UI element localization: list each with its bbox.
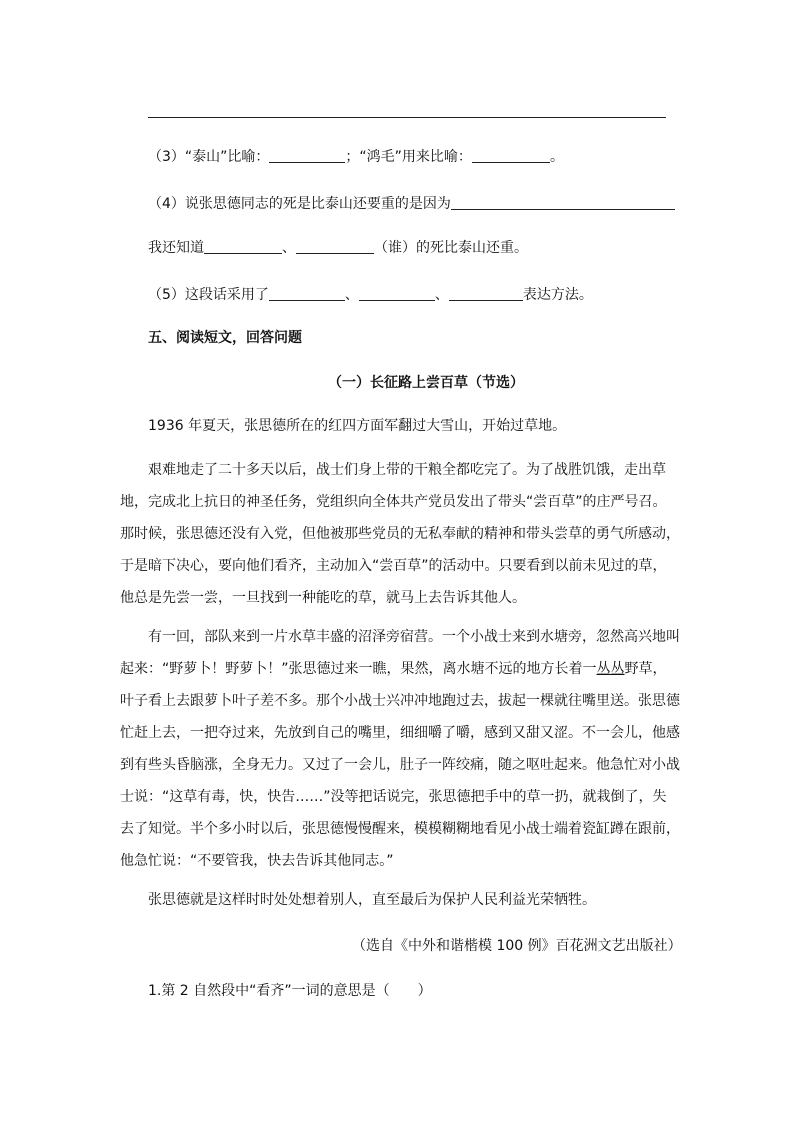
paragraph-2-text: 艰难地走了二十多天以后，战士们身上带的干粮全都吃完了。为了战胜饥饿，走出草地，完成北上抗日的神圣任务，党组织向全体共产党员发出了带头“尝百草”的庄严号召。那时候，张思德还没有入党，但他被那些党员的无私奉献的精神和带头尝草的勇气所感动，于是暗下决心，要向他们看齐，主动加入“尝百草”的活动中。只要看到以前未见过的草，他总是先尝一尝，一旦找到一种能吃的草，就马上去告诉其他人。	[120, 462, 680, 606]
q5-blank-1[interactable]	[269, 286, 345, 301]
passage-paragraph-4: 张思德就是这样时时处处想着别人，直至最后为保护人民利益光荣牺牲。	[148, 892, 596, 908]
paragraph-3-part-a: 有一回，部队来到一片水草丰盛的沼泽旁宿营。一个小战士来到水塘旁，忽然高兴地叫起来：“野萝卜！野萝卜！”张思德过来一瞧，果然，离水塘不远的地方长着一	[120, 629, 680, 677]
question-1: 1.第 2 自然段中“看齐”一词的意思是（ ）	[148, 983, 432, 999]
paragraph-3-part-b: 野草，叶子看上去跟萝卜叶子差不多。那个小战士兴冲冲地跑过去，拔起一棵就往嘴里送。张思德忙赶上去，一把夺过来，先放到自己的嘴里，细细嚼了嚼，感到又甜又涩。不一会儿，他感到有些头昏脑涨，全身无力。又过了一会儿，肚子一阵绞痛，随之呕吐起来。他急忙对小战士说：“这草有毒，快，快告……”没等把话说完，张思德把手中的草一扔，就栽倒了，失去了知觉。半个多小时以后，张思德慢慢醒来，模模糊糊地看见小战士端着瓷缸蹲在跟前，他急忙说：“不要管我，快去告诉其他同志。”	[120, 661, 680, 869]
q5-text-a: （5）这段话采用了	[148, 287, 269, 303]
q3-text-a: （3）“泰山”比喻：	[148, 149, 270, 165]
passage-paragraph-2	[120, 454, 680, 614]
section-heading: 五、阅读短文，回答问题	[148, 330, 302, 346]
passage-source: （选自《中外和谐楷模 100 例》百花洲文艺出版社）	[352, 938, 682, 954]
q4-text-d: （谁）的死比泰山还重。	[374, 240, 528, 256]
q4-text-c: 、	[282, 240, 296, 256]
q4-blank-reason[interactable]	[451, 195, 675, 210]
q4-blank-person-1[interactable]	[204, 239, 282, 254]
q4-blank-person-2[interactable]	[296, 239, 374, 254]
underlined-word: 丛丛	[596, 661, 625, 677]
question-5	[148, 284, 593, 304]
q5-text-d: 表达方法。	[522, 287, 593, 303]
passage-title: （一）长征路上尝百草（节选）	[328, 375, 524, 391]
q3-text-b: ；“鸿毛”用来比喻：	[345, 149, 472, 165]
q5-text-b: 、	[344, 287, 359, 303]
q5-blank-2[interactable]	[359, 286, 435, 301]
q5-text-c: 、	[434, 287, 449, 303]
q5-blank-3[interactable]	[449, 286, 523, 301]
question-4-continued	[148, 237, 528, 257]
passage-paragraph-1: 1936 年夏天，张思德所在的红四方面军翻过大雪山，开始过草地。	[148, 418, 567, 434]
answer-line	[148, 117, 666, 118]
q4-text-b: 我还知道	[148, 240, 204, 256]
q3-text-c: 。	[549, 149, 564, 165]
q3-blank-2[interactable]	[472, 148, 550, 163]
question-4	[148, 193, 675, 213]
paragraph-3-text	[120, 621, 680, 877]
q4-text-a: （4）说张思德同志的死是比泰山还要重的是因为	[148, 196, 451, 212]
passage-paragraph-3	[120, 621, 680, 877]
q3-blank-1[interactable]	[269, 148, 345, 163]
question-3	[148, 146, 564, 166]
